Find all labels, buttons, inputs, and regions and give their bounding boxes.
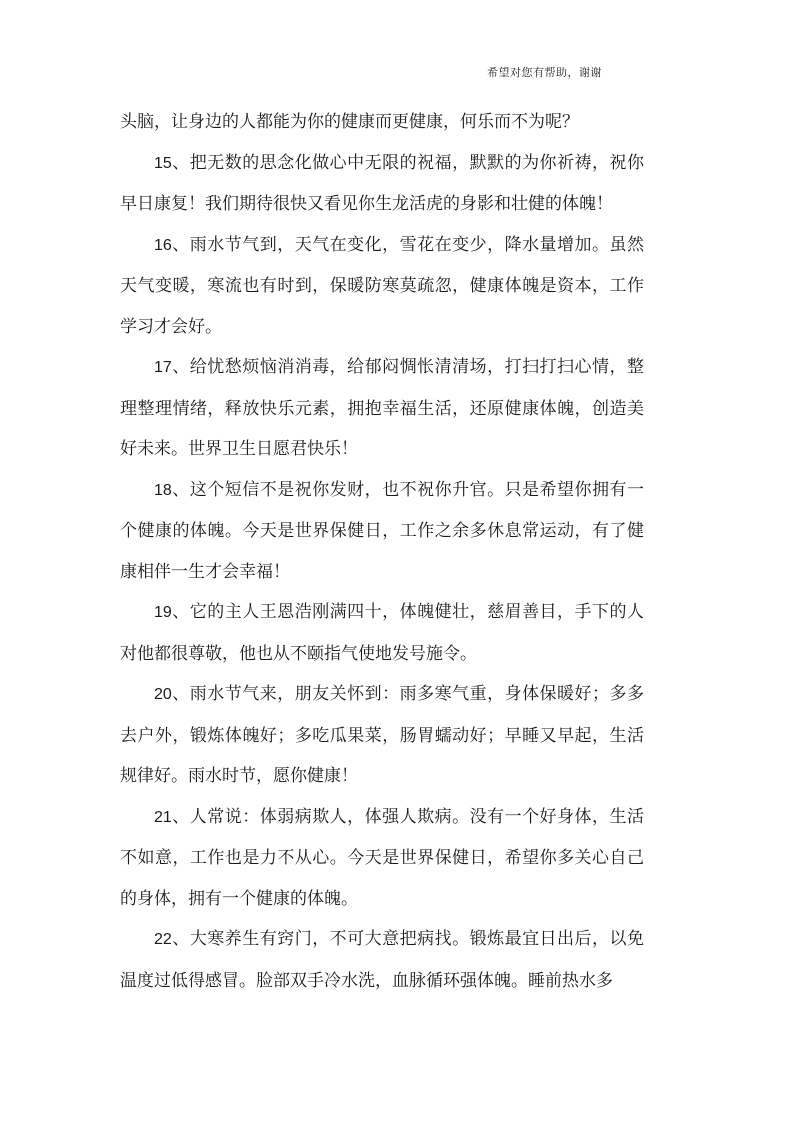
document-body xyxy=(120,102,644,1001)
paragraph-text: 头脑，让身边的人都能为你的健康而更健康，何乐而不为呢？ xyxy=(120,112,579,132)
paragraph-15 xyxy=(120,143,644,225)
paragraph-number: 21 xyxy=(154,808,172,826)
paragraph-text: 、给忧愁烦恼消消毒，给郁闷惆怅清清场，打扫打扫心情，整理整理情绪，释放快乐元素，拥抱幸福生活，还原健康体魄，创造美好未来。世界卫生日愿君快乐！ xyxy=(120,357,644,459)
paragraph-19 xyxy=(120,592,644,674)
paragraph-number: 20 xyxy=(154,686,172,703)
paragraph-text: 、雨水节气到，天气在变化，雪花在变少，降水量增加。虽然天气变暖，寒流也有时到，保暖防寒莫疏忽，健康体魄是资本，工作学习才会好。 xyxy=(120,234,644,337)
paragraph-17 xyxy=(120,347,644,470)
paragraph-text: 、人常说：体弱病欺人，体强人欺病。没有一个好身体，生活不如意，工作也是力不从心。今天是世界保健日，希望你多关心自己的身体，拥有一个健康的体魄。 xyxy=(120,806,644,909)
paragraph-text: 、大寒养生有窍门，不可大意把病找。锻炼最宜日出后，以免温度过低得感冒。脸部双手冷水洗，血脉循环强体魄。睡前热水多 xyxy=(120,929,644,991)
paragraph-text: 、这个短信不是祝你发财，也不祝你升官。只是希望你拥有一个健康的体魄。今天是世界保健日，工作之余多休息常运动，有了健康相伴一生才会幸福！ xyxy=(120,479,644,582)
paragraph-continuation xyxy=(120,102,644,143)
paragraph-text: 、它的主人王恩浩刚满四十，体魄健壮，慈眉善目，手下的人对他都很尊敬，他也从不颐指气使地发号施令。 xyxy=(120,602,644,664)
paragraph-16 xyxy=(120,225,644,348)
paragraph-20 xyxy=(120,674,644,797)
paragraph-number: 15 xyxy=(154,154,172,172)
paragraph-number: 19 xyxy=(154,604,172,621)
paragraph-text: 、把无数的思念化做心中无限的祝福，默默的为你祈祷，祝你早日康复！我们期待很快又看见你生龙活虎的身影和壮健的体魄！ xyxy=(120,152,644,214)
paragraph-18 xyxy=(120,470,644,593)
paragraph-number: 22 xyxy=(154,931,172,948)
paragraph-21 xyxy=(120,797,644,920)
paragraph-number: 17 xyxy=(154,359,172,376)
page-header-note: 希望对您有帮助，谢谢 xyxy=(487,66,602,79)
paragraph-number: 18 xyxy=(154,481,172,499)
paragraph-22 xyxy=(120,919,644,1001)
paragraph-number: 16 xyxy=(154,236,172,254)
paragraph-text: 、雨水节气来，朋友关怀到：雨多寒气重，身体保暖好；多多去户外，锻炼体魄好；多吃瓜果菜，肠胃蠕动好；早睡又早起，生活规律好。雨水时节，愿你健康！ xyxy=(120,684,644,786)
